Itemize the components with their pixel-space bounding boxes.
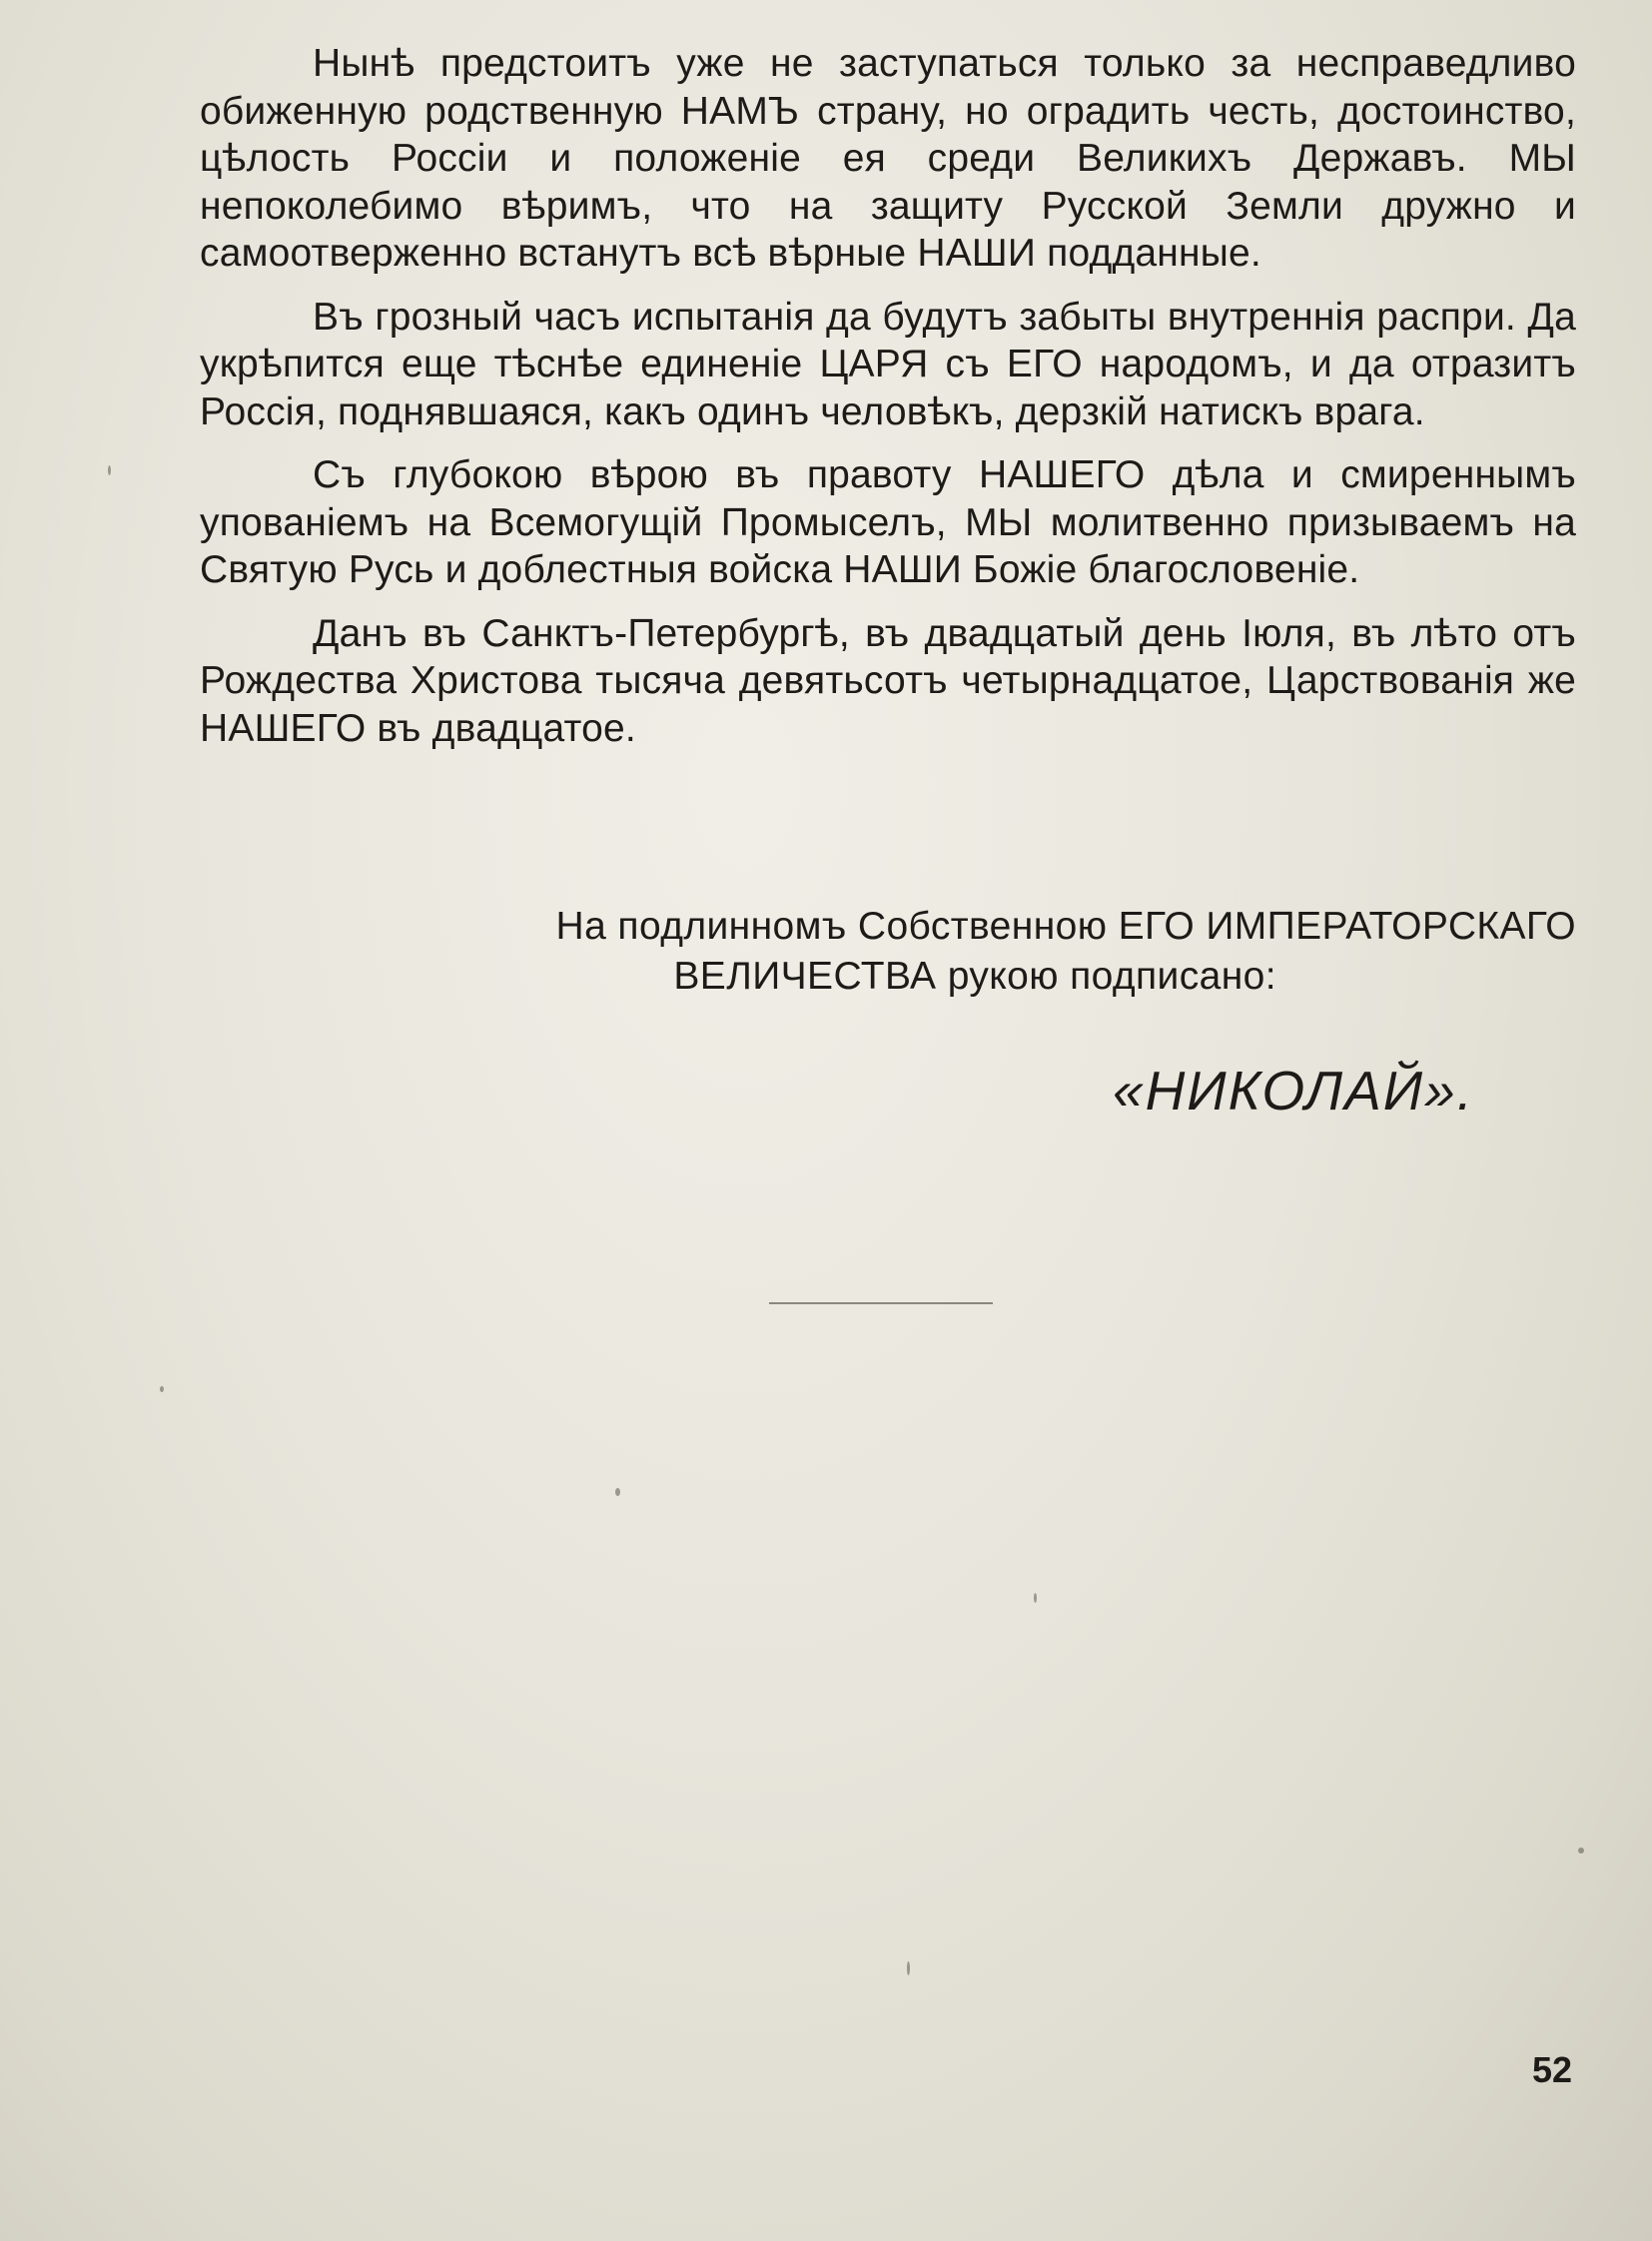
divider-rule: [769, 1302, 993, 1304]
paper-speck: [615, 1488, 620, 1496]
paper-speck: [1034, 1593, 1037, 1603]
signature-note-line-1: На подлинномъ Собственною ЕГО ИМПЕРАТОРСКАГО: [555, 905, 1576, 948]
paragraph-2: Въ грозный часъ испытанія да будутъ забыты внутреннія распри. Да укрѣпится еще тѣснѣе единеніе ЦАРЯ съ ЕГО народомъ, и да отразитъ Россія, поднявшаяся, какъ одинъ человѣкъ, дерзкій натискъ врага.: [200, 295, 1576, 433]
paper-speck: [108, 465, 111, 475]
paper-speck: [160, 1386, 164, 1392]
page-number: 52: [1531, 2049, 1572, 2090]
signature-note-line-2: ВЕЛИЧЕСТВА рукою подписано:: [673, 955, 1276, 998]
signature: «НИКОЛАЙ».: [1112, 1060, 1474, 1121]
signature-note: [200, 902, 1576, 1002]
paragraph-4: Данъ въ Санктъ-Петербургѣ, въ двадцатый день Іюля, въ лѣто отъ Рождества Христова тысяча девятьсотъ четырнадцатое, Царствованія же НАШЕГО въ двадцатое.: [200, 611, 1576, 750]
paragraph-1: Нынѣ предстоитъ уже не заступаться только за несправедливо обиженную родственную НАМЪ страну, но оградить честь, достоинство, цѣлость Россіи и положеніе ея среди Великихъ Державъ. МЫ непоколебимо вѣримъ, что на защиту Русской Земли дружно и самоотверженно встанутъ всѣ вѣрные НАШИ подданные.: [200, 42, 1576, 275]
manifesto-body: [200, 40, 1576, 768]
paper-speck: [1578, 1848, 1584, 1854]
paragraph-3: Съ глубокою вѣрою въ правоту НАШЕГО дѣла и смиреннымъ упованіемъ на Всемогущій Промыселъ, МЫ молитвенно призываемъ на Святую Русь и доблестныя войска НАШИ Божіе благословеніе.: [200, 453, 1576, 591]
paper-speck: [907, 1961, 910, 1975]
